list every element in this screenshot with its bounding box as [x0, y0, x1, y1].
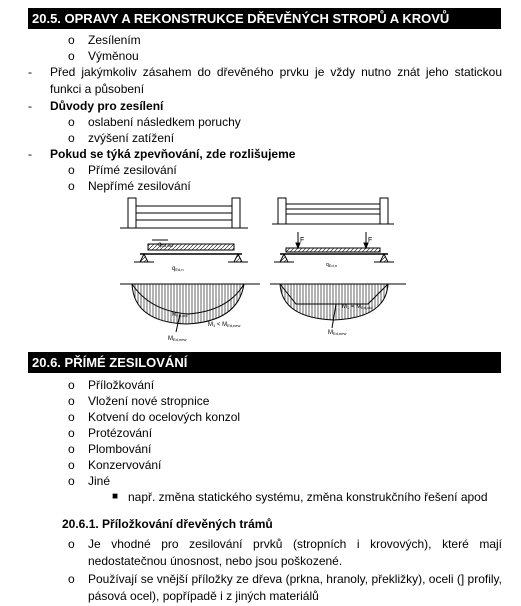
moment-compare-label: M	[208, 322, 213, 328]
load-label: q	[158, 242, 162, 248]
bullet-marker: o	[68, 179, 75, 193]
moment-label-sub: Ed,old	[176, 313, 188, 318]
subsection-heading: 20.6.1. Příložkování dřevěných trámů	[62, 517, 273, 531]
list-item: Konzervování	[88, 458, 162, 472]
bullet-marker: o	[68, 378, 75, 392]
svg-text:M1 = MEd,old	[342, 304, 372, 310]
moment-label-sub: Ed,new	[333, 331, 347, 336]
moment-label: M	[328, 330, 333, 336]
paragraph-text	[50, 64, 502, 98]
bullet-marker: o	[68, 572, 75, 586]
list-item: Příložkování	[88, 378, 155, 392]
list-item: Plombování	[88, 442, 152, 456]
sub-list-item: např. změna statického systému, změna konstrukčního řešení apod	[128, 490, 488, 504]
dash-marker: -	[28, 65, 32, 79]
bullet-marker: o	[68, 163, 75, 177]
paragraph-line: nedostatečnou únosnost, nebo jsou poškozené.	[88, 554, 343, 568]
load-label: q	[172, 266, 176, 272]
right-moment-diagram	[270, 284, 406, 336]
strengthening-diagram	[110, 196, 420, 348]
bullet-marker: o	[68, 442, 75, 456]
moment-compare-sub2: Ed,old	[361, 305, 373, 310]
bullet-marker: o	[68, 394, 75, 408]
paragraph-line: Je vhodné pro zesilování prvků (stropních i krovových), které mají	[88, 537, 502, 551]
bullet-marker: o	[68, 115, 75, 129]
list-item: Výměnou	[88, 49, 139, 63]
right-beam-model	[274, 232, 394, 268]
svg-text:qEd,n	[172, 266, 184, 272]
bullet-marker: o	[68, 49, 75, 63]
bullet-marker: o	[68, 458, 75, 472]
moment-label-sub: Ed,new	[173, 337, 187, 342]
section-heading-20-6: 20.6. PŘÍMÉ ZESILOVÁNÍ	[28, 352, 501, 373]
moment-label: M	[168, 336, 173, 342]
right-wall-section	[272, 198, 394, 224]
bullet-marker: o	[68, 410, 75, 424]
moment-compare-rest: < M	[215, 322, 228, 328]
force-label: F	[300, 237, 305, 244]
svg-text:MEd,new	[168, 336, 186, 342]
moment-compare-sub: 1	[213, 323, 216, 328]
list-item: Kotvení do ocelových konzol	[88, 410, 241, 424]
bullet-marker: o	[68, 537, 75, 551]
section-heading-20-5: 20.5. OPRAVY A REKONSTRUKCE DŘEVĚNÝCH STROPŮ A KROVŮ	[28, 8, 501, 29]
list-item: Jiné	[88, 474, 111, 488]
paragraph-line: Před jakýmkoliv zásahem do dřevěného prvku je vždy nutno znát jeho statickou	[50, 65, 502, 79]
svg-text:qEd,old	[158, 242, 173, 248]
list-item: Protézování	[88, 426, 153, 440]
paragraph-line: funkci a působení	[50, 82, 145, 96]
load-label-sub: Ed,n	[175, 267, 184, 272]
load-label: q	[326, 262, 329, 268]
causes-heading: Důvody pro zesílení	[50, 99, 164, 113]
bullet-marker: o	[68, 33, 75, 47]
load-label-sub: Ed,n	[328, 263, 338, 268]
left-beam-model	[134, 240, 248, 272]
bullet-marker: o	[68, 131, 75, 145]
load-label-sub: Ed,old	[161, 243, 173, 248]
list-item: zvýšení zatížení	[88, 131, 175, 145]
bullet-marker: o	[68, 474, 75, 488]
square-bullet-marker: ■	[112, 491, 119, 502]
list-item: Nepřímé zesilování	[88, 179, 191, 193]
list-item: Přímé zesilování	[88, 163, 177, 177]
moment-label: M	[172, 312, 177, 318]
left-moment-diagram	[120, 284, 260, 342]
list-item: Zesílením	[88, 33, 141, 47]
list-item: Vložení nové stropnice	[88, 394, 210, 408]
paragraph-line: pásová ocel), popřípadě i z jiných materiálů	[88, 589, 319, 603]
svg-text:M1 < MEd,new	[208, 322, 241, 328]
moment-label: M	[342, 304, 347, 310]
svg-text:MEd,old	[172, 312, 188, 318]
strengthening-heading: Pokud se týká zpevňování, zde rozlišujeme	[50, 147, 296, 161]
svg-text:qEd,n	[326, 262, 337, 268]
dash-marker: -	[28, 99, 32, 113]
paragraph-line: Používají se vnější příložky ze dřeva (prkna, hranoly, překližky), oceli (] profily,	[88, 572, 502, 586]
paragraph-text	[88, 536, 502, 570]
paragraph-text	[88, 571, 502, 605]
moment-label-sub: 1	[347, 305, 350, 310]
bullet-marker: o	[68, 426, 75, 440]
dash-marker: -	[28, 147, 32, 161]
moment-compare-sub2: Ed,new	[227, 323, 241, 328]
force-label: F	[368, 237, 373, 244]
left-wall-section	[120, 198, 248, 228]
moment-compare-rest: = M	[349, 304, 362, 310]
list-item: oslabení následkem poruchy	[88, 115, 241, 129]
svg-text:MEd,new	[328, 330, 346, 336]
